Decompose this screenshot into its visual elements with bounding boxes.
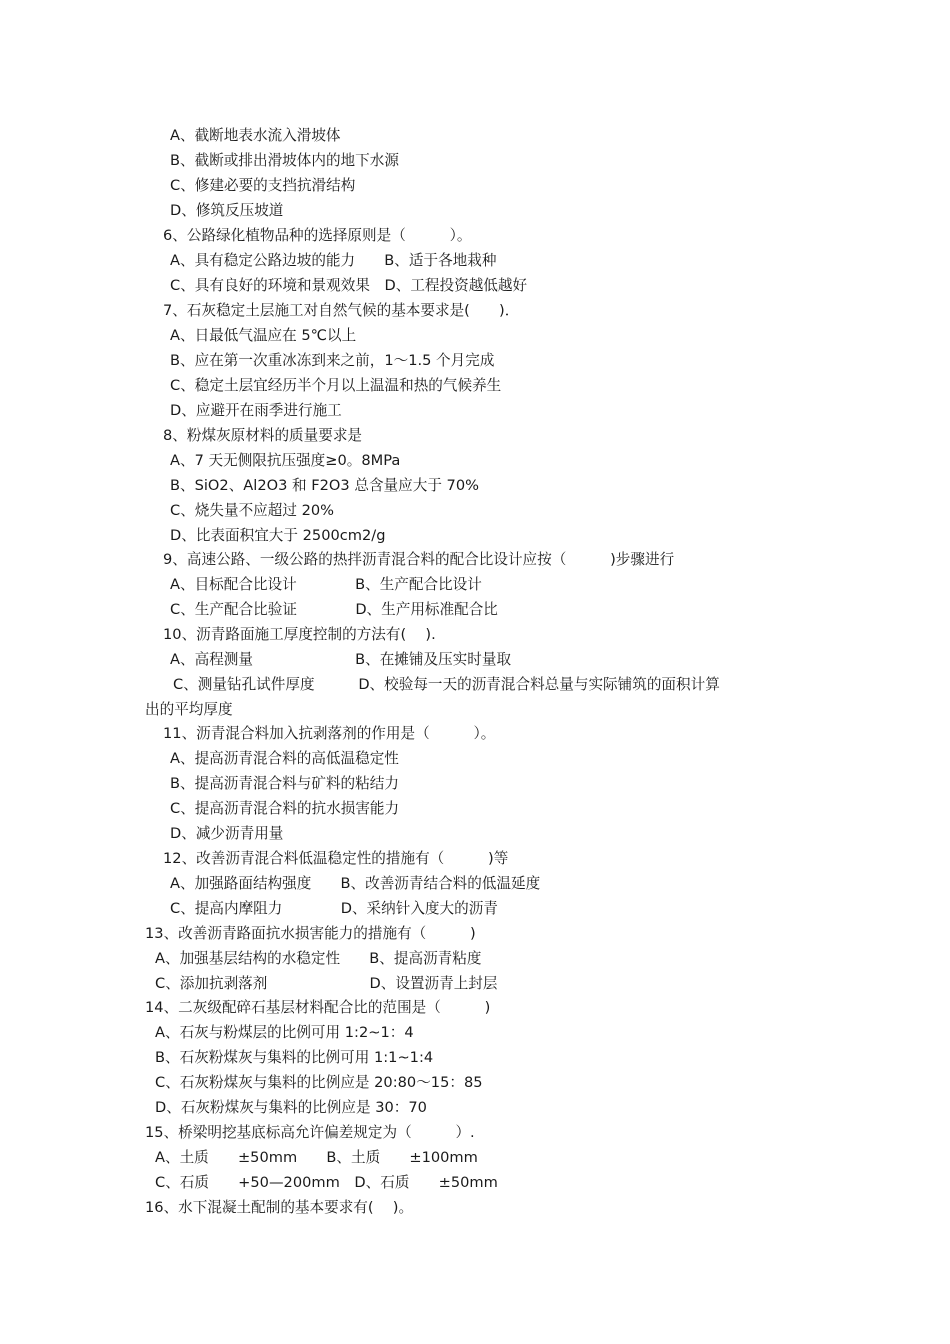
option-line: B、应在第一次重冰冻到来之前，1～1.5 个月完成: [170, 352, 495, 369]
question-line: 13、改善沥青路面抗水损害能力的措施有（ ): [145, 925, 476, 942]
question-line: 10、沥青路面施工厚度控制的方法有( ).: [163, 626, 436, 643]
option-line: D、修筑反压坡道: [170, 202, 284, 219]
option-line: C、修建必要的支挡抗滑结构: [170, 177, 356, 194]
option-line: B、截断或排出滑坡体内的地下水源: [170, 152, 399, 169]
option-line: C、具有良好的环境和景观效果 D、工程投资越低越好: [170, 277, 528, 294]
option-line: A、土质 ±50mm B、土质 ±100mm: [155, 1149, 478, 1166]
option-line: D、比表面积宜大于 2500cm2/g: [170, 527, 386, 544]
option-line: D、应避开在雨季进行施工: [170, 402, 342, 419]
option-line: A、截断地表水流入滑坡体: [170, 127, 341, 144]
question-line: 8、粉煤灰原材料的质量要求是: [163, 427, 363, 444]
question-line: 16、水下混凝土配制的基本要求有( )。: [145, 1199, 414, 1216]
option-line: C、石质 +50—200mm D、石质 ±50mm: [155, 1174, 498, 1191]
option-line: A、加强路面结构强度 B、改善沥青结合料的低温延度: [170, 875, 541, 892]
option-line: A、7 天无侧限抗压强度≥0。8MPa: [170, 452, 401, 469]
question-line: 14、二灰级配碎石基层材料配合比的范围是（ ): [145, 999, 491, 1016]
option-line: C、测量钻孔试件厚度 D、校验每一天的沥青混合料总量与实际铺筑的面积计算: [173, 676, 720, 693]
option-line: C、添加抗剥落剂 D、设置沥青上封层: [155, 975, 498, 992]
option-line: A、目标配合比设计 B、生产配合比设计: [170, 576, 482, 593]
option-line: A、具有稳定公路边坡的能力 B、适于各地栽种: [170, 252, 497, 269]
option-line: A、高程测量 B、在摊铺及压实时量取: [170, 651, 512, 668]
option-line: C、稳定土层宜经历半个月以上温温和热的气候养生: [170, 377, 502, 394]
option-line: D、减少沥青用量: [170, 825, 284, 842]
option-line: B、提高沥青混合料与矿料的粘结力: [170, 775, 399, 792]
option-line: B、SiO2、Al2O3 和 F2O3 总含量应大于 70%: [170, 477, 479, 494]
option-line: C、提高沥青混合料的抗水损害能力: [170, 800, 400, 817]
question-line: 15、桥梁明挖基底标高允许偏差规定为（ ）.: [145, 1124, 475, 1141]
option-line: C、石灰粉煤灰与集料的比例应是 20:80～15：85: [155, 1074, 483, 1091]
option-line: A、石灰与粉煤层的比例可用 1:2~1：4: [155, 1024, 414, 1041]
question-line: 9、高速公路、一级公路的热拌沥青混合料的配合比设计应按（ )步骤进行: [163, 551, 675, 568]
question-line: 12、改善沥青混合料低温稳定性的措施有（ )等: [163, 850, 509, 867]
question-line: 7、石灰稳定土层施工对自然气候的基本要求是( )．: [163, 302, 520, 319]
option-line: A、加强基层结构的水稳定性 B、提高沥青粘度: [155, 950, 482, 967]
option-line: C、提高内摩阻力 D、采纳针入度大的沥青: [170, 900, 498, 917]
continuation-line: 出的平均厚度: [145, 701, 233, 718]
option-line: C、烧失量不应超过 20%: [170, 502, 335, 519]
option-line: A、提高沥青混合料的高低温稳定性: [170, 750, 399, 767]
option-line: B、石灰粉煤灰与集料的比例可用 1:1~1:4: [155, 1049, 434, 1066]
option-line: D、石灰粉煤灰与集料的比例应是 30：70: [155, 1099, 427, 1116]
question-line: 6、公路绿化植物品种的选择原则是（ ）。: [163, 227, 472, 244]
option-line: A、日最低气温应在 5℃以上: [170, 327, 357, 344]
option-line: C、生产配合比验证 D、生产用标准配合比: [170, 601, 498, 618]
question-line: 11、沥青混合料加入抗剥落剂的作用是（ ）。: [163, 725, 496, 742]
